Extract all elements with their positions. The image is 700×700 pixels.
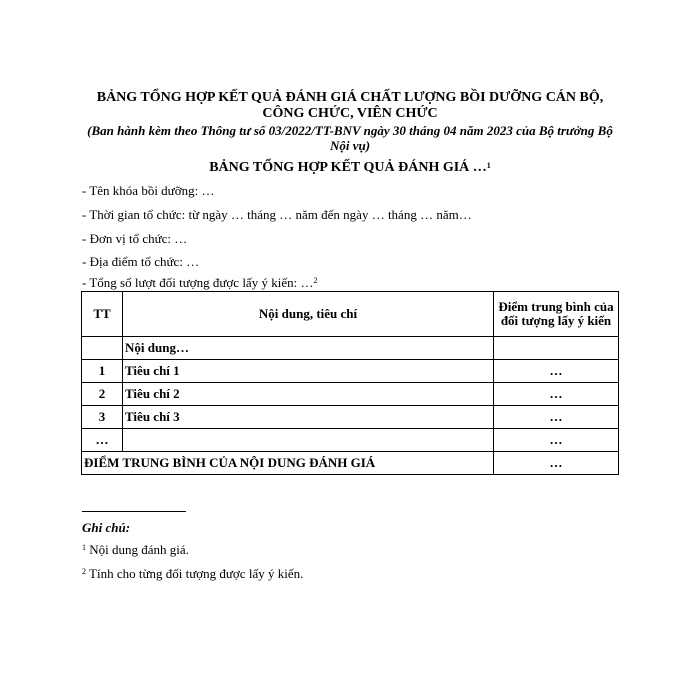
cell-content: Nội dung… bbox=[123, 337, 494, 360]
footnote-2-ref: 2 bbox=[82, 567, 86, 576]
footnote-2-text: Tính cho từng đối tượng được lấy ý kiến. bbox=[89, 566, 304, 581]
header-tt: TT bbox=[82, 292, 123, 337]
document-title: BẢNG TỔNG HỢP KẾT QUẢ ĐÁNH GIÁ CHẤT LƯỢNG BỒI DƯỠNG CÁN BỘ, CÔNG CHỨC, VIÊN CHỨC bbox=[96, 90, 604, 121]
footnote-ref-1: 1 bbox=[486, 161, 491, 170]
field-location: - Địa điểm tổ chức: … bbox=[82, 254, 200, 269]
notes-label: Ghi chú: bbox=[82, 520, 131, 535]
cell-tt: 1 bbox=[82, 360, 123, 383]
footnote-1 bbox=[82, 542, 189, 557]
field-time: - Thời gian tổ chức: từ ngày … tháng … năm đến ngày … tháng … năm… bbox=[82, 207, 472, 222]
cell-content: Tiêu chí 1 bbox=[123, 360, 494, 383]
cell-tt bbox=[82, 337, 123, 360]
table-total-row bbox=[82, 452, 619, 475]
cell-content: Tiêu chí 3 bbox=[123, 406, 494, 429]
cell-tt: 3 bbox=[82, 406, 123, 429]
results-table bbox=[81, 291, 619, 475]
cell-content: Tiêu chí 2 bbox=[123, 383, 494, 406]
cell-content bbox=[123, 429, 494, 452]
footnote-1-text: Nội dung đánh giá. bbox=[89, 542, 189, 557]
table-header-row bbox=[82, 292, 619, 337]
footnote-ref-2: 2 bbox=[313, 276, 318, 285]
cell-score: … bbox=[494, 406, 619, 429]
total-label: ĐIỂM TRUNG BÌNH CỦA NỘI DUNG ĐÁNH GIÁ bbox=[82, 452, 494, 475]
table-row bbox=[82, 429, 619, 452]
field-respondent-count-text: - Tổng số lượt đối tượng được lấy ý kiến: … bbox=[82, 275, 314, 290]
cell-score bbox=[494, 337, 619, 360]
cell-tt: … bbox=[82, 429, 123, 452]
table-heading-text: BẢNG TỔNG HỢP KẾT QUẢ ĐÁNH GIÁ … bbox=[209, 160, 487, 175]
cell-score: … bbox=[494, 429, 619, 452]
header-score: Điểm trung bình của đối tượng lấy ý kiến bbox=[494, 292, 619, 337]
table-row bbox=[82, 360, 619, 383]
header-content: Nội dung, tiêu chí bbox=[123, 292, 494, 337]
cell-score: … bbox=[494, 360, 619, 383]
table-row bbox=[82, 337, 619, 360]
footnote-2 bbox=[82, 566, 303, 581]
document-subtitle: (Ban hành kèm theo Thông tư số 03/2022/TT-BNV ngày 30 tháng 04 năm 2023 của Bộ trưởng Bộ Nội vụ) bbox=[87, 123, 613, 153]
footnote-1-ref: 1 bbox=[82, 543, 86, 552]
field-course-name: - Tên khóa bồi dưỡng: … bbox=[82, 183, 215, 198]
table-row bbox=[82, 406, 619, 429]
table-heading bbox=[80, 160, 620, 176]
field-respondent-count bbox=[82, 275, 317, 290]
total-score: … bbox=[494, 452, 619, 475]
cell-tt: 2 bbox=[82, 383, 123, 406]
field-organizer: - Đơn vị tổ chức: … bbox=[82, 231, 188, 246]
table-row bbox=[82, 383, 619, 406]
footnote-divider bbox=[82, 511, 186, 512]
cell-score: … bbox=[494, 383, 619, 406]
